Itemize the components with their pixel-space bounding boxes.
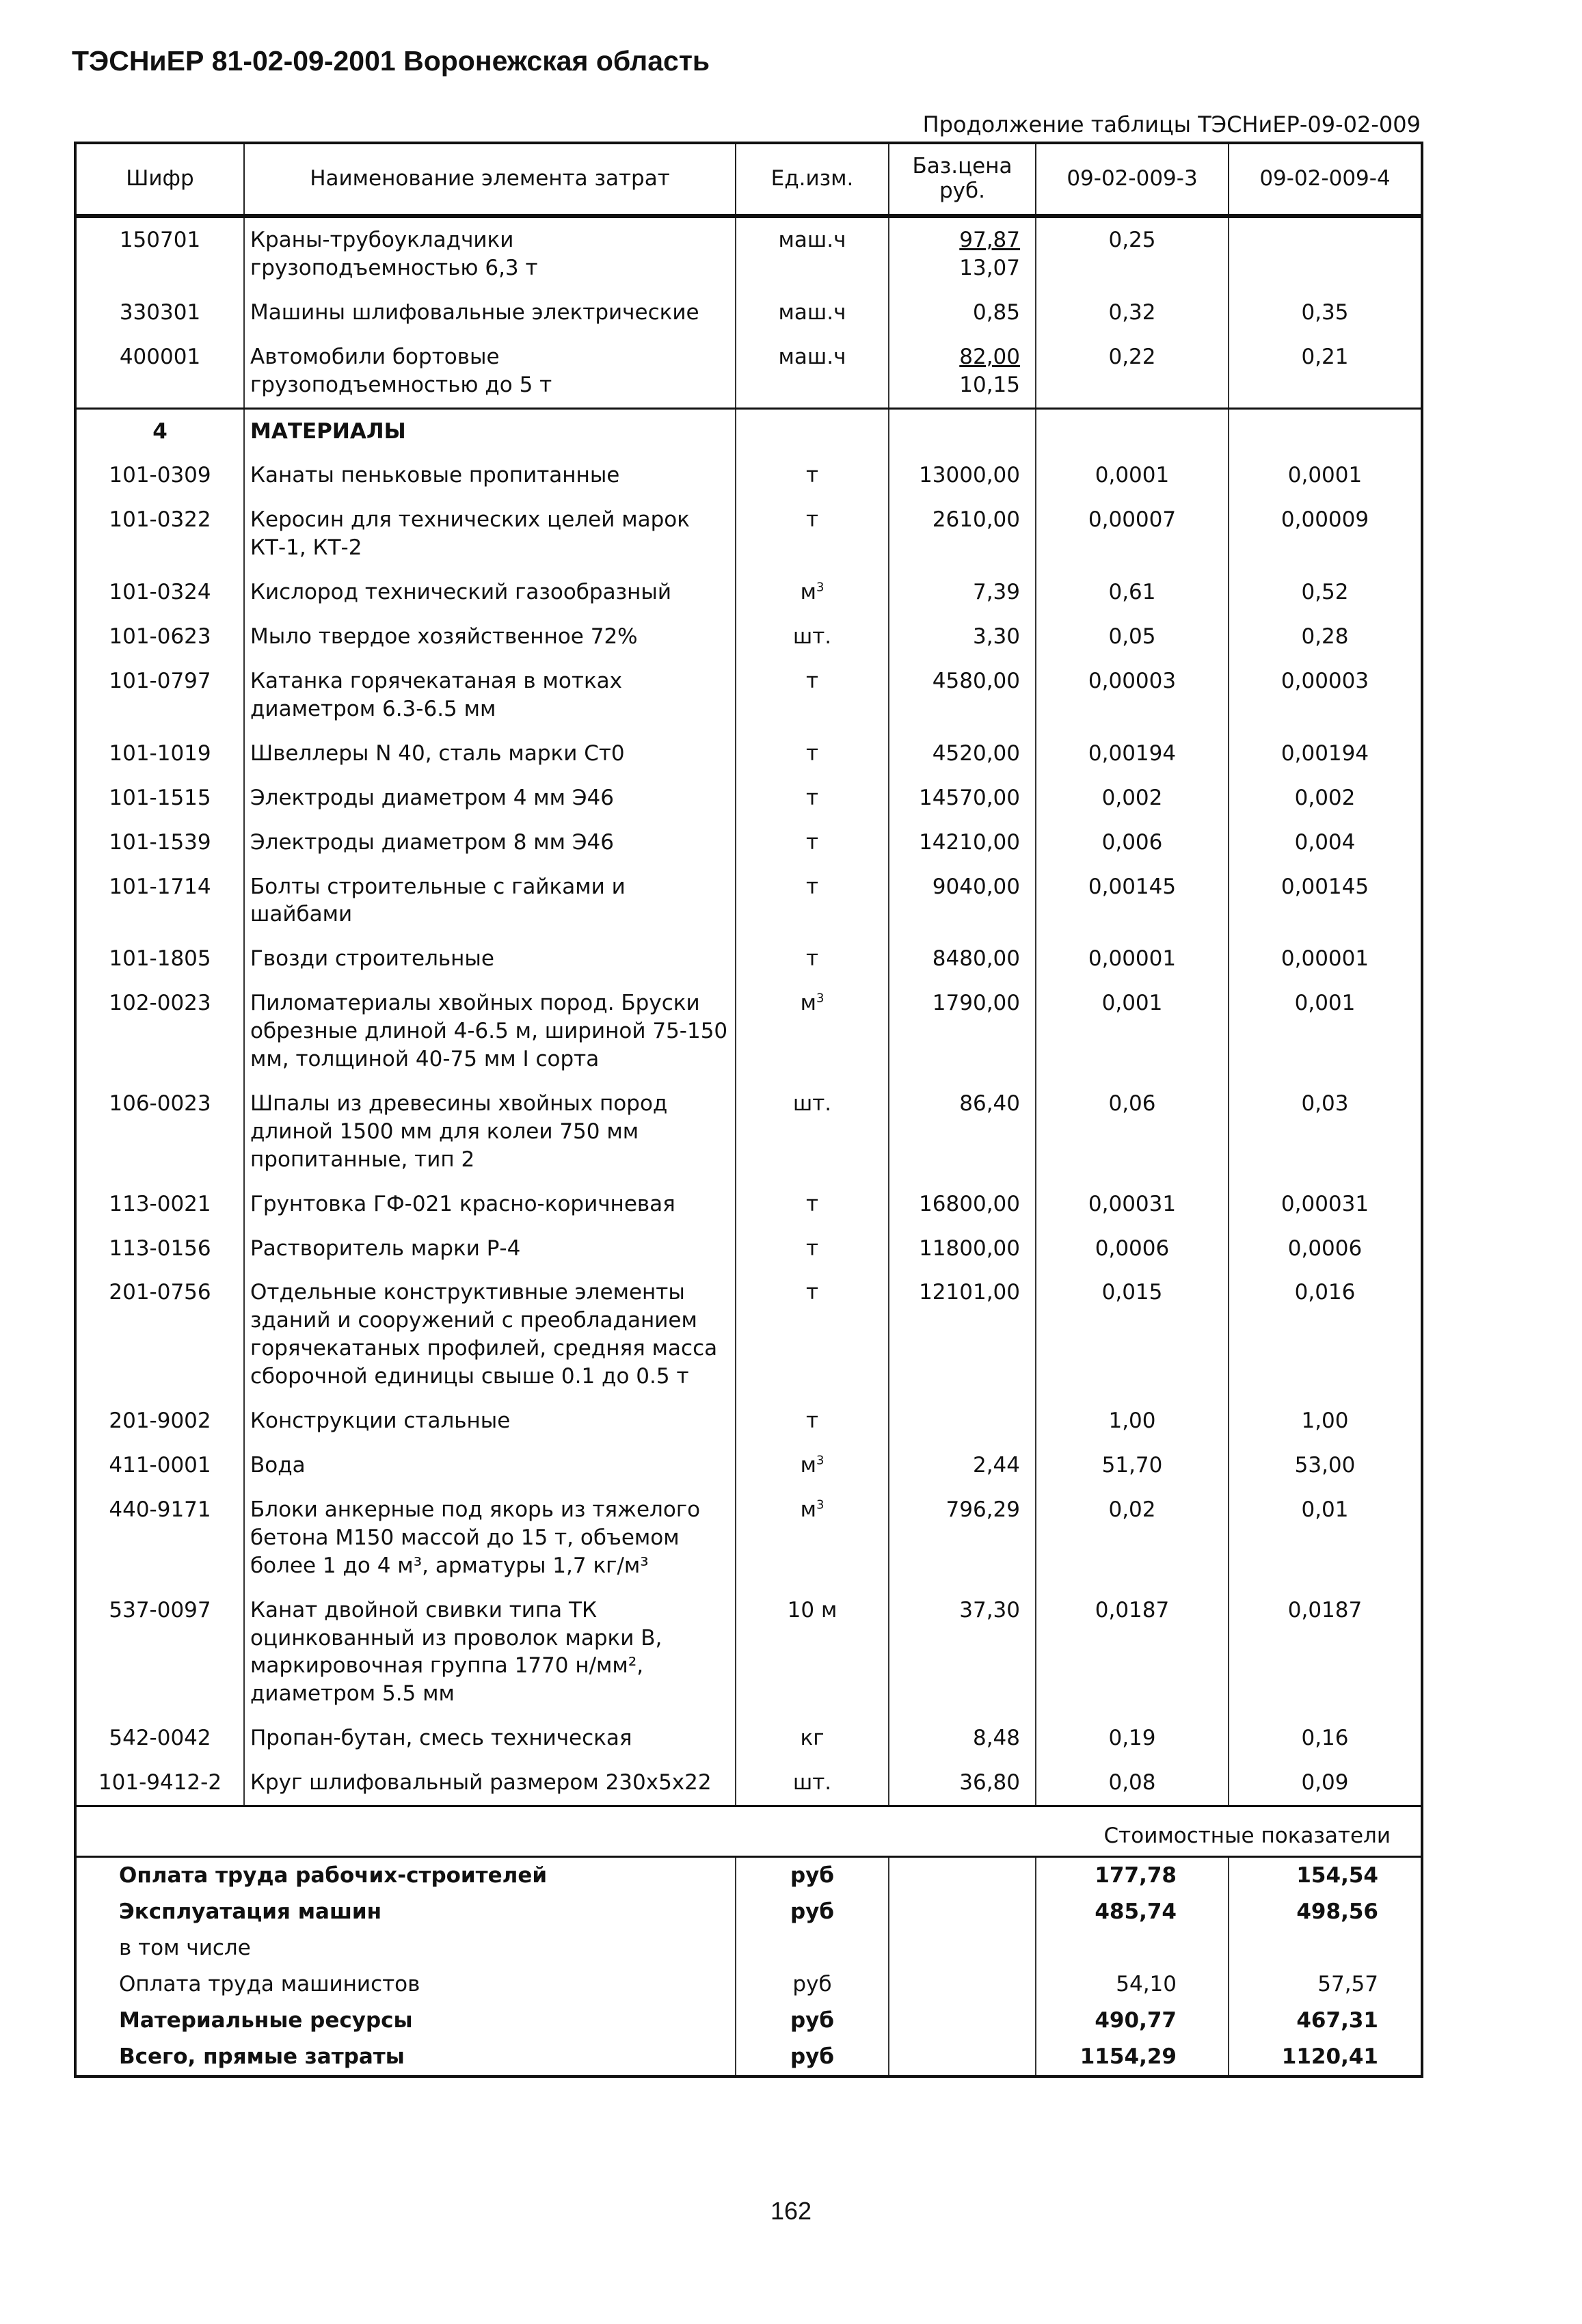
base-price: 3,30 bbox=[889, 615, 1036, 659]
resource-unit: м bbox=[800, 991, 816, 1016]
resource-code: 411-0001 bbox=[75, 1443, 244, 1488]
resource-name: Растворитель марки Р-4 bbox=[244, 1227, 736, 1271]
section-header-row bbox=[75, 408, 1422, 453]
quantity-variant-4: 0,00145 bbox=[1229, 865, 1422, 937]
table-row bbox=[75, 291, 1422, 335]
quantity-variant-4: 0,00194 bbox=[1229, 732, 1422, 776]
quantity-variant-4: 53,00 bbox=[1229, 1443, 1422, 1488]
base-price-labor: 13,07 bbox=[959, 255, 1020, 280]
resource-unit: т bbox=[805, 507, 819, 533]
summary-variant-3 bbox=[1036, 1930, 1229, 1966]
resource-name: Вода bbox=[244, 1443, 736, 1488]
table-row bbox=[75, 498, 1422, 570]
empty-cell bbox=[889, 1894, 1036, 1930]
table-row bbox=[75, 1270, 1422, 1399]
table-row bbox=[75, 570, 1422, 615]
resource-unit-cell bbox=[736, 570, 889, 615]
resource-table bbox=[74, 142, 1423, 2078]
resource-name: Отдельные конструктивные элементы зданий и сооружений с преобладанием горячекатаных профилей, средняя масса сборочной единицы свыше 0.1 до 0.5 т bbox=[244, 1270, 736, 1399]
resource-code: 101-0623 bbox=[75, 615, 244, 659]
resource-unit: м bbox=[800, 1453, 816, 1478]
resource-unit-cell bbox=[736, 1716, 889, 1761]
resource-unit: т bbox=[805, 1408, 819, 1434]
summary-variant-4: 57,57 bbox=[1229, 1966, 1422, 2003]
quantity-variant-4: 0,0006 bbox=[1229, 1227, 1422, 1271]
base-price: 8480,00 bbox=[889, 937, 1036, 981]
resource-unit-cell bbox=[736, 615, 889, 659]
quantity-variant-4: 0,016 bbox=[1229, 1270, 1422, 1399]
column-header-base-price bbox=[889, 143, 1036, 216]
summary-variant-4: 498,56 bbox=[1229, 1894, 1422, 1930]
page-number: 162 bbox=[770, 2197, 812, 2225]
summary-variant-3: 490,77 bbox=[1036, 2003, 1229, 2039]
column-header-variant-4: 09-02-009-4 bbox=[1229, 143, 1422, 216]
table-row bbox=[75, 1488, 1422, 1588]
summary-label: Эксплуатация машин bbox=[75, 1894, 736, 1930]
section-number: 4 bbox=[75, 408, 244, 453]
resource-name: Канаты пеньковые пропитанные bbox=[244, 453, 736, 498]
resource-unit: т bbox=[805, 785, 819, 810]
resource-unit-cell bbox=[736, 453, 889, 498]
resource-code: 102-0023 bbox=[75, 981, 244, 1082]
resource-unit-cell bbox=[736, 981, 889, 1082]
resource-unit-cell bbox=[736, 1182, 889, 1227]
quantity-variant-4: 0,00009 bbox=[1229, 498, 1422, 570]
empty-cell bbox=[889, 2039, 1036, 2076]
base-price: 2610,00 bbox=[889, 498, 1036, 570]
table-row bbox=[75, 1399, 1422, 1443]
quantity-variant-4: 0,28 bbox=[1229, 615, 1422, 659]
resource-name: Блоки анкерные под якорь из тяжелого бетона М150 массой до 15 т, объемом более 1 до 4 м³, арматуры 1,7 кг/м³ bbox=[244, 1488, 736, 1588]
summary-label: Оплата труда машинистов bbox=[75, 1966, 736, 2003]
quantity-variant-4: 0,002 bbox=[1229, 776, 1422, 820]
column-header-base-price-label: Баз.цена руб. bbox=[912, 154, 1013, 203]
resource-code: 330301 bbox=[75, 291, 244, 335]
resource-unit: шт. bbox=[792, 1770, 832, 1795]
base-price: 1790,00 bbox=[889, 981, 1036, 1082]
resource-code: 113-0021 bbox=[75, 1182, 244, 1227]
column-header-variant-3: 09-02-009-3 bbox=[1036, 143, 1229, 216]
resource-unit: 10 м bbox=[787, 1597, 837, 1622]
resource-unit: т bbox=[805, 946, 819, 972]
resource-unit: т bbox=[805, 1280, 819, 1305]
resource-code: 201-9002 bbox=[75, 1399, 244, 1443]
resource-unit: шт. bbox=[792, 624, 832, 650]
summary-row bbox=[75, 1856, 1422, 1893]
summary-variant-4: 154,54 bbox=[1229, 1856, 1422, 1893]
resource-name: Швеллеры N 40, сталь марки Ст0 bbox=[244, 732, 736, 776]
resource-name: Гвозди строительные bbox=[244, 937, 736, 981]
summary-row bbox=[75, 1930, 1422, 1966]
empty-cell bbox=[1229, 408, 1422, 453]
base-price: 8,48 bbox=[889, 1716, 1036, 1761]
resource-unit-cell bbox=[736, 1399, 889, 1443]
resource-unit-cell bbox=[736, 1082, 889, 1182]
base-price-labor: 10,15 bbox=[959, 372, 1020, 397]
summary-unit bbox=[736, 1930, 889, 1966]
summary-variant-4: 1120,41 bbox=[1229, 2039, 1422, 2076]
summary-row bbox=[75, 2003, 1422, 2039]
table-row bbox=[75, 659, 1422, 732]
resource-name: Круг шлифовальный размером 230х5х22 bbox=[244, 1761, 736, 1806]
base-price: 4580,00 bbox=[889, 659, 1036, 732]
resource-name: Кислород технический газообразный bbox=[244, 570, 736, 615]
quantity-variant-4: 0,35 bbox=[1229, 291, 1422, 335]
unit-exponent: 3 bbox=[816, 1497, 824, 1512]
summary-variant-3: 1154,29 bbox=[1036, 2039, 1229, 2076]
base-price: 12101,00 bbox=[889, 1270, 1036, 1399]
resource-unit: т bbox=[805, 1236, 819, 1261]
base-price: 0,85 bbox=[972, 299, 1020, 325]
base-price: 86,40 bbox=[889, 1082, 1036, 1182]
resource-unit: м bbox=[800, 1497, 816, 1522]
quantity-variant-4: 0,00001 bbox=[1229, 937, 1422, 981]
quantity-variant-3: 0,61 bbox=[1036, 570, 1229, 615]
empty-cell bbox=[889, 2003, 1036, 2039]
resource-unit: маш.ч bbox=[736, 335, 889, 408]
quantity-variant-3: 0,19 bbox=[1036, 1716, 1229, 1761]
table-row bbox=[75, 216, 1422, 291]
resource-code: 440-9171 bbox=[75, 1488, 244, 1588]
summary-variant-4: 467,31 bbox=[1229, 2003, 1422, 2039]
resource-name: Канат двойной свивки типа ТК оцинкованный из проволок марки В, маркировочная группа 1770 н/мм², диаметром 5.5 мм bbox=[244, 1588, 736, 1717]
resource-code: 101-0309 bbox=[75, 453, 244, 498]
quantity-variant-3: 0,0006 bbox=[1036, 1227, 1229, 1271]
base-price: 82,00 bbox=[959, 344, 1020, 369]
quantity-variant-4: 0,0187 bbox=[1229, 1588, 1422, 1717]
resource-unit: т bbox=[805, 874, 819, 899]
document-title: ТЭСНиЕР 81-02-09-2001 Воронежская область bbox=[72, 45, 710, 77]
resource-name: Грунтовка ГФ-021 красно-коричневая bbox=[244, 1182, 736, 1227]
summary-unit: руб bbox=[736, 1856, 889, 1893]
resource-unit-cell bbox=[736, 1761, 889, 1806]
resource-unit: маш.ч bbox=[736, 291, 889, 335]
table-row bbox=[75, 1588, 1422, 1717]
resource-code: 101-1714 bbox=[75, 865, 244, 937]
column-header-code: Шифр bbox=[75, 143, 244, 216]
table-row bbox=[75, 937, 1422, 981]
resource-name: Пиломатериалы хвойных пород. Бруски обрезные длиной 4-6.5 м, шириной 75-150 мм, толщиной 40-75 мм I сорта bbox=[244, 981, 736, 1082]
table-continuation-caption: Продолжение таблицы ТЭСНиЕР-09-02-009 bbox=[922, 111, 1421, 137]
resource-unit-cell bbox=[736, 937, 889, 981]
quantity-variant-3: 0,001 bbox=[1036, 981, 1229, 1082]
resource-code: 201-0756 bbox=[75, 1270, 244, 1399]
resource-unit: т bbox=[805, 829, 819, 855]
summary-section bbox=[75, 1806, 1422, 2076]
cost-indicators-header-row bbox=[75, 1806, 1422, 1857]
resource-name: Конструкции стальные bbox=[244, 1399, 736, 1443]
base-price: 16800,00 bbox=[889, 1182, 1036, 1227]
quantity-variant-3: 0,0001 bbox=[1036, 453, 1229, 498]
empty-cell bbox=[889, 408, 1036, 453]
base-price: 7,39 bbox=[889, 570, 1036, 615]
resource-unit: кг bbox=[800, 1726, 824, 1751]
quantity-variant-4: 0,52 bbox=[1229, 570, 1422, 615]
table-row bbox=[75, 981, 1422, 1082]
resource-unit-cell bbox=[736, 498, 889, 570]
base-price: 796,29 bbox=[889, 1488, 1036, 1588]
summary-unit: руб bbox=[736, 1966, 889, 2003]
resource-code: 101-0324 bbox=[75, 570, 244, 615]
resource-name: Пропан-бутан, смесь техническая bbox=[244, 1716, 736, 1761]
resource-unit-cell bbox=[736, 659, 889, 732]
quantity-variant-4: 0,001 bbox=[1229, 981, 1422, 1082]
summary-row bbox=[75, 2039, 1422, 2076]
empty-cell bbox=[889, 1856, 1036, 1893]
resource-code: 113-0156 bbox=[75, 1227, 244, 1271]
quantity-variant-3: 0,02 bbox=[1036, 1488, 1229, 1588]
resource-name: Электроды диаметром 4 мм Э46 bbox=[244, 776, 736, 820]
resource-code: 101-1019 bbox=[75, 732, 244, 776]
summary-variant-4 bbox=[1229, 1930, 1422, 1966]
resource-name: Болты строительные с гайками и шайбами bbox=[244, 865, 736, 937]
materials-section bbox=[75, 408, 1422, 1806]
quantity-variant-3: 1,00 bbox=[1036, 1399, 1229, 1443]
resource-code: 101-1515 bbox=[75, 776, 244, 820]
table-row bbox=[75, 1716, 1422, 1761]
resource-unit-cell bbox=[736, 1270, 889, 1399]
table-row bbox=[75, 820, 1422, 865]
resource-name: Автомобили бортовые грузоподъемностью до 5 т bbox=[244, 335, 736, 408]
base-price: 13000,00 bbox=[889, 453, 1036, 498]
machines-section bbox=[75, 216, 1422, 408]
base-price: 36,80 bbox=[889, 1761, 1036, 1806]
resource-name: Керосин для технических целей марок КТ-1, КТ-2 bbox=[244, 498, 736, 570]
resource-name: Машины шлифовальные электрические bbox=[244, 291, 736, 335]
base-price: 11800,00 bbox=[889, 1227, 1036, 1271]
table-row bbox=[75, 453, 1422, 498]
summary-variant-3: 54,10 bbox=[1036, 1966, 1229, 2003]
resource-unit-cell bbox=[736, 820, 889, 865]
summary-label: Материальные ресурсы bbox=[75, 2003, 736, 2039]
summary-unit: руб bbox=[736, 2039, 889, 2076]
base-price: 2,44 bbox=[889, 1443, 1036, 1488]
summary-row bbox=[75, 1966, 1422, 2003]
quantity-variant-3: 0,00003 bbox=[1036, 659, 1229, 732]
resource-code: 106-0023 bbox=[75, 1082, 244, 1182]
quantity-variant-4: 0,0001 bbox=[1229, 453, 1422, 498]
quantity-variant-4: 0,21 bbox=[1229, 335, 1422, 408]
table-row bbox=[75, 1182, 1422, 1227]
unit-exponent: 3 bbox=[816, 991, 824, 1006]
table-row bbox=[75, 1082, 1422, 1182]
resource-code: 400001 bbox=[75, 335, 244, 408]
summary-unit: руб bbox=[736, 2003, 889, 2039]
quantity-variant-3: 0,22 bbox=[1036, 335, 1229, 408]
table-row bbox=[75, 1761, 1422, 1806]
resource-unit: т bbox=[805, 463, 819, 488]
resource-code: 101-1805 bbox=[75, 937, 244, 981]
resource-code: 537-0097 bbox=[75, 1588, 244, 1717]
table-row bbox=[75, 1227, 1422, 1271]
resource-unit-cell bbox=[736, 1488, 889, 1588]
resource-name: Шпалы из древесины хвойных пород длиной 1500 мм для колеи 750 мм пропитанные, тип 2 bbox=[244, 1082, 736, 1182]
summary-label: Всего, прямые затраты bbox=[75, 2039, 736, 2076]
resource-code: 101-9412-2 bbox=[75, 1761, 244, 1806]
table-row bbox=[75, 615, 1422, 659]
base-price: 14570,00 bbox=[889, 776, 1036, 820]
section-title: МАТЕРИАЛЫ bbox=[244, 408, 736, 453]
table-row bbox=[75, 1443, 1422, 1488]
resource-unit-cell bbox=[736, 732, 889, 776]
quantity-variant-4: 0,00003 bbox=[1229, 659, 1422, 732]
resource-code: 101-0322 bbox=[75, 498, 244, 570]
unit-exponent: 3 bbox=[816, 580, 824, 595]
table-row bbox=[75, 732, 1422, 776]
resource-code: 150701 bbox=[75, 216, 244, 291]
quantity-variant-4: 0,09 bbox=[1229, 1761, 1422, 1806]
quantity-variant-4: 1,00 bbox=[1229, 1399, 1422, 1443]
quantity-variant-4: 0,16 bbox=[1229, 1716, 1422, 1761]
resource-name: Катанка горячекатаная в мотках диаметром 6.3-6.5 мм bbox=[244, 659, 736, 732]
quantity-variant-3: 0,00031 bbox=[1036, 1182, 1229, 1227]
base-price bbox=[889, 1399, 1036, 1443]
quantity-variant-3: 51,70 bbox=[1036, 1443, 1229, 1488]
quantity-variant-3: 0,00007 bbox=[1036, 498, 1229, 570]
resource-unit: т bbox=[805, 740, 819, 766]
quantity-variant-3: 0,002 bbox=[1036, 776, 1229, 820]
quantity-variant-3: 0,00194 bbox=[1036, 732, 1229, 776]
resource-unit: маш.ч bbox=[736, 216, 889, 291]
base-price: 9040,00 bbox=[889, 865, 1036, 937]
quantity-variant-4 bbox=[1229, 216, 1422, 291]
unit-exponent: 3 bbox=[816, 1453, 824, 1468]
summary-label: в том числе bbox=[75, 1930, 736, 1966]
quantity-variant-3: 0,0187 bbox=[1036, 1588, 1229, 1717]
empty-cell bbox=[889, 1966, 1036, 2003]
resource-unit-cell bbox=[736, 1443, 889, 1488]
table-row bbox=[75, 335, 1422, 408]
resource-unit: м bbox=[800, 580, 816, 605]
quantity-variant-3: 0,015 bbox=[1036, 1270, 1229, 1399]
quantity-variant-3: 0,06 bbox=[1036, 1082, 1229, 1182]
quantity-variant-4: 0,00031 bbox=[1229, 1182, 1422, 1227]
base-price-cell bbox=[889, 216, 1036, 291]
summary-variant-3: 485,74 bbox=[1036, 1894, 1229, 1930]
resource-code: 542-0042 bbox=[75, 1716, 244, 1761]
column-header-name: Наименование элемента затрат bbox=[244, 143, 736, 216]
quantity-variant-3: 0,25 bbox=[1036, 216, 1229, 291]
resource-name: Электроды диаметром 8 мм Э46 bbox=[244, 820, 736, 865]
quantity-variant-4: 0,01 bbox=[1229, 1488, 1422, 1588]
resource-code: 101-0797 bbox=[75, 659, 244, 732]
table-row bbox=[75, 865, 1422, 937]
summary-unit: руб bbox=[736, 1894, 889, 1930]
quantity-variant-3: 0,05 bbox=[1036, 615, 1229, 659]
quantity-variant-3: 0,32 bbox=[1036, 291, 1229, 335]
resource-unit-cell bbox=[736, 865, 889, 937]
base-price-cell bbox=[889, 291, 1036, 335]
base-price: 97,87 bbox=[959, 228, 1020, 252]
column-header-unit: Ед.изм. bbox=[736, 143, 889, 216]
quantity-variant-3: 0,006 bbox=[1036, 820, 1229, 865]
table-row bbox=[75, 776, 1422, 820]
resource-code: 101-1539 bbox=[75, 820, 244, 865]
base-price-cell bbox=[889, 335, 1036, 408]
quantity-variant-3: 0,00145 bbox=[1036, 865, 1229, 937]
quantity-variant-4: 0,03 bbox=[1229, 1082, 1422, 1182]
table-header-row bbox=[75, 143, 1422, 216]
resource-unit-cell bbox=[736, 1227, 889, 1271]
base-price: 37,30 bbox=[889, 1588, 1036, 1717]
base-price: 4520,00 bbox=[889, 732, 1036, 776]
resource-name: Мыло твердое хозяйственное 72% bbox=[244, 615, 736, 659]
resource-unit-cell bbox=[736, 776, 889, 820]
base-price: 14210,00 bbox=[889, 820, 1036, 865]
quantity-variant-3: 0,08 bbox=[1036, 1761, 1229, 1806]
empty-cell bbox=[736, 408, 889, 453]
quantity-variant-4: 0,004 bbox=[1229, 820, 1422, 865]
empty-cell bbox=[889, 1930, 1036, 1966]
summary-label: Оплата труда рабочих-строителей bbox=[75, 1856, 736, 1893]
resource-name: Краны-трубоукладчики грузоподъемностью 6,3 т bbox=[244, 216, 736, 291]
summary-row bbox=[75, 1894, 1422, 1930]
resource-unit: т bbox=[805, 1191, 819, 1216]
cost-indicators-header: Стоимостные показатели bbox=[75, 1806, 1422, 1857]
resource-unit: т bbox=[805, 668, 819, 693]
resource-unit: шт. bbox=[792, 1091, 832, 1116]
resource-unit-cell bbox=[736, 1588, 889, 1717]
empty-cell bbox=[1036, 408, 1229, 453]
summary-variant-3: 177,78 bbox=[1036, 1856, 1229, 1893]
quantity-variant-3: 0,00001 bbox=[1036, 937, 1229, 981]
